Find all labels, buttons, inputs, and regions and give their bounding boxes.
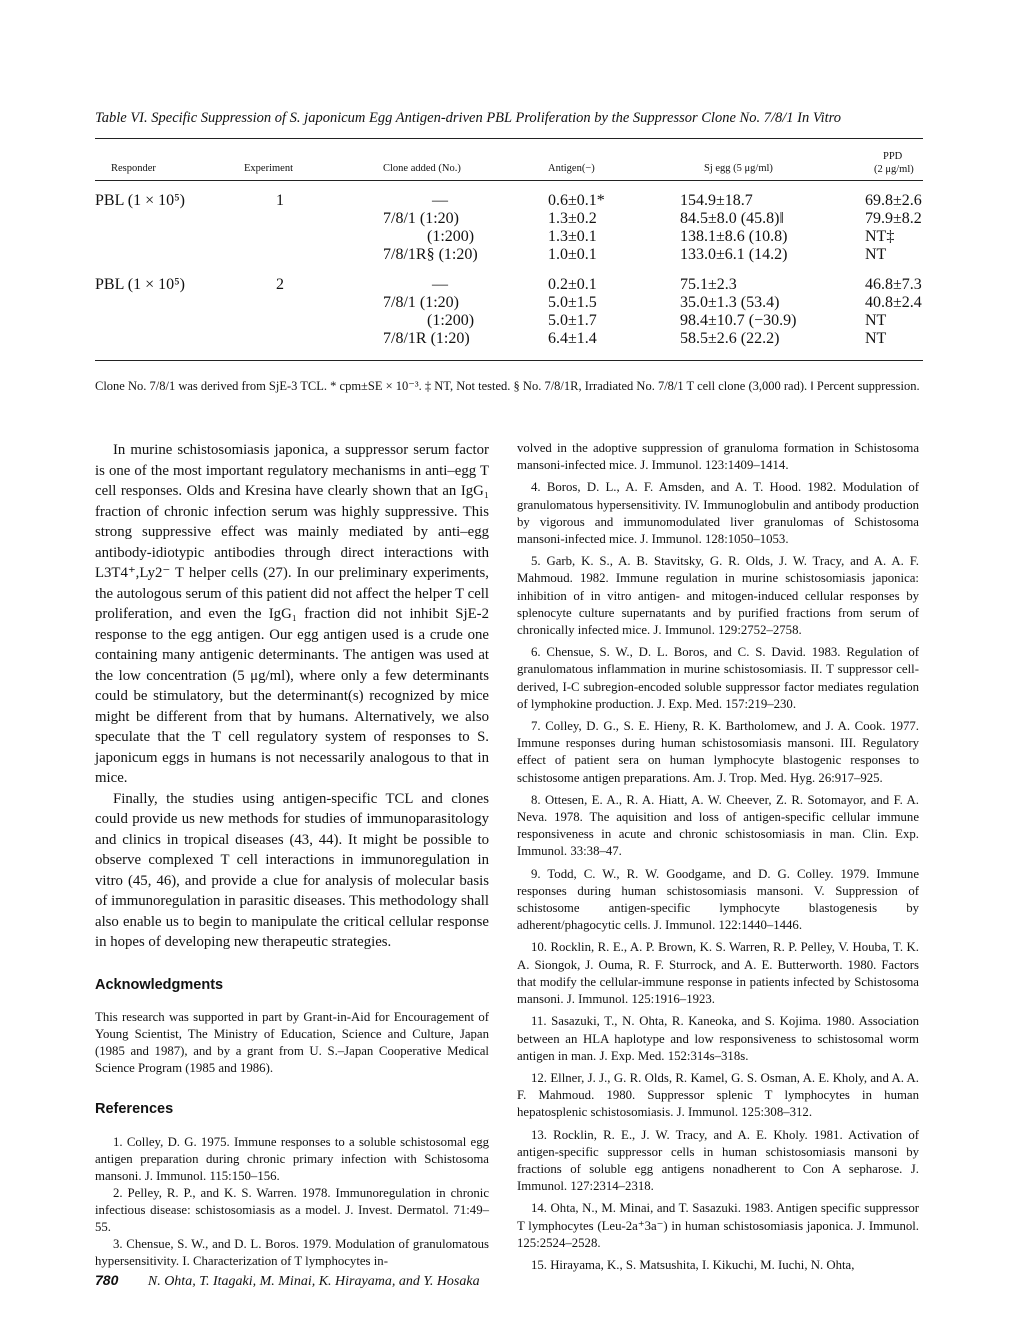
references-heading: References xyxy=(95,1101,174,1117)
reference-item: 7. Colley, D. G., S. E. Hieny, R. K. Bartholomew, and J. A. Cook. 1977. Immune responses during human schistosomiasis mansoni. III. Regulatory effect of patient sera on human lymphocyte blastogenic responses to schistosome antigen preparations. Am. J. Trop. Med. Hyg. 26:917–925. xyxy=(517,719,919,785)
table-cell-clone: 7/8/1R (1:20) xyxy=(383,330,470,347)
table-cell-ppd: NT xyxy=(865,330,887,347)
table-cell-responder: PBL (1 × 10⁵) xyxy=(95,276,186,293)
reference-item: 3. Chensue, S. W., and D. L. Boros. 1979. Modulation of granulomatous hypersensitivity. I. Characterization of T lymphocytes in- xyxy=(95,1236,489,1268)
table-cell-sjegg: 75.1±2.3 xyxy=(680,276,737,293)
header-ppd-unit: (2 μg/ml) xyxy=(874,164,914,175)
table-cell-antigen: 0.2±0.1 xyxy=(548,276,597,293)
reference-item: 5. Garb, K. S., A. B. Stavitsky, G. R. Olds, J. W. Tracy, and A. A. F. Mahmoud. 1982. Immune regulation in murine schistosomiasis japonica: inhibition of in vitro antigen- and mitogen-induced cellular responses by splenocyte culture supernatants and by purified fractions from serum of chronically infected mice. J. Immunol. 129:2752–2758. xyxy=(517,554,919,638)
left-column xyxy=(95,440,489,1270)
reference-item: 14. Ohta, N., M. Minai, and T. Sasazuki. 1983. Antigen specific suppressor T lymphocytes (Leu-2a⁺3a⁻) in human schistosomiasis japonica. J. Immunol. 125:2524–2528. xyxy=(517,1201,919,1250)
reference-item: 12. Ellner, J. J., G. R. Olds, R. Kamel, G. S. Osman, A. E. Kholy, and A. A. F. Mahmoud. 1980. Suppressor splenic T lymphocytes in human hepatosplenic schistosomiasis. J. Immunol. 125:308–312. xyxy=(517,1070,919,1120)
table-cell-clone: (1:200) xyxy=(427,312,475,329)
table-cell-sjegg: 98.4±10.7 (−30.9) xyxy=(680,312,797,329)
body-paragraph: Finally, the studies using antigen-specific TCL and clones could provide us new methods for studies of immunoparasitology and clinics in tropical diseases (43, 44). It might be possible to observe complexed T cell interactions in immunoregulation in vitro (45, 46), and provide a clue for analysis of molecular basis of immunoregulation in parasitic diseases. This methodology shall also enable us to begin to manipulate the critical cellular response in hopes of developing new therapeutic strategies. xyxy=(95,790,489,950)
reference-item: 15. Hirayama, K., S. Matsushita, I. Kikuchi, M. Iuchi, N. Ohta, xyxy=(531,1257,855,1272)
table-cell-ppd: NT‡ xyxy=(865,228,895,245)
table-cell-ppd: NT xyxy=(865,312,887,329)
reference-item: 2. Pelley, R. P., and K. S. Warren. 1978. Immunoregulation in chronic infectious disease: schistosomiasis as a model. J. Invest. Dermatol. 71:49–55. xyxy=(95,1185,489,1234)
reference-item: 4. Boros, D. L., A. F. Amsden, and A. T. Hood. 1982. Modulation of granulomatous hypersensitivity. IV. Immunoglobulin and antibody production by vigorous and immunomodulated liver granulomas of Schistosoma mansoni-infected mice. J. Immunol. 128:1050–1053. xyxy=(517,480,919,547)
page-footer xyxy=(95,1272,480,1290)
table-cell-experiment: 2 xyxy=(276,276,284,293)
table-cell-clone: (1:200) xyxy=(427,228,475,245)
table-cell-ppd: 69.8±2.6 xyxy=(865,192,922,209)
table-caption: Table VI. Specific Suppression of S. japonicum Egg Antigen-driven PBL Proliferation by the Suppressor Clone No. 7/8/1 In Vitro xyxy=(95,110,842,126)
body-paragraph: In murine schistosomiasis japonica, a suppressor serum factor is one of the most important regulatory mechanisms in anti–egg T cell responses. Olds and Kresina have clearly shown that an IgG₁ fraction of chronic infection serum was highly suppressive. This strong suppressive effect was mainly mediated by anti–egg antibody-idiotypic antibodies through direct interactions with L3T4⁺,Ly2⁻ T helper cells (27). In our preliminary experiments, the autologous serum of this patient did not affect the helper T cell proliferation, and even the IgG₁ fraction did not inhibit SjE-2 response to the egg antigen. Our egg antigen used is a crude one containing many antigenic determinants. The antigen was used at the low concentration (5 μg/ml), where only a few determinants could be stimulatory, but the determinant(s) recognized by mice might be different from that by humans. Alternatively, we also speculate that the T cell regulatory system of responses to S. japonicum eggs in humans is not necessarily analogous to that in mice. xyxy=(95,442,489,786)
table-cell-clone: — xyxy=(432,276,448,293)
table-cell-ppd: 46.8±7.3 xyxy=(865,276,922,293)
table-cell-antigen: 5.0±1.5 xyxy=(548,294,597,311)
header-antigen: Antigen(−) xyxy=(548,163,595,174)
table-cell-experiment: 1 xyxy=(276,192,284,209)
header-sjegg: Sj egg (5 μg/ml) xyxy=(704,163,773,174)
table-cell-sjegg: 133.0±6.1 (14.2) xyxy=(680,246,788,263)
table-cell-antigen: 0.6±0.1* xyxy=(548,192,605,209)
page-number: 780 xyxy=(95,1272,119,1288)
right-column xyxy=(517,440,919,1279)
table-cell-antigen: 1.3±0.1 xyxy=(548,228,597,245)
table-cell-sjegg: 154.9±18.7 xyxy=(680,192,753,209)
table-footnote: Clone No. 7/8/1 was derived from SjE-3 TCL. * cpm±SE × 10⁻³. ‡ NT, Not tested. § No. 7/8/1R, Irradiated No. 7/8/1 T cell clone (3,000 rad). ‖ Percent suppression. xyxy=(95,379,920,393)
header-ppd: PPD xyxy=(883,151,903,162)
header-responder: Responder xyxy=(111,163,156,174)
header-clone: Clone added (No.) xyxy=(383,163,461,174)
table-cell-responder: PBL (1 × 10⁵) xyxy=(95,192,186,209)
table-cell-antigen: 5.0±1.7 xyxy=(548,312,597,329)
table-header-rule xyxy=(95,180,923,181)
table-cell-clone: 7/8/1R§ (1:20) xyxy=(383,246,478,263)
table-cell-ppd: 40.8±2.4 xyxy=(865,294,922,311)
reference-item: 13. Rocklin, R. E., J. W. Tracy, and A. E. Kholy. 1981. Activation of antigen-specific suppressor cells in human schistosomiasis mansoni by fractions of soluble egg antigens nonadherent to Con A sepharose. J. Immunol. 127:2314–2318. xyxy=(517,1127,919,1194)
header-experiment: Experiment xyxy=(244,163,293,174)
reference-item: 10. Rocklin, R. E., A. P. Brown, K. S. Warren, R. P. Pelley, V. Houba, T. K. A. Siongok, J. Ouma, R. F. Sturrock, and A. E. Butterworth. 1980. Factors that modify the cellular-immune response in patients infected by Schistosoma mansoni. J. Immunol. 125:1916–1923. xyxy=(517,940,919,1007)
reference-item: 8. Ottesen, E. A., R. A. Hiatt, A. W. Cheever, Z. R. Sotomayor, and F. A. Neva. 1978. The aquisition and loss of antigen-specific cellular immune responsiveness in acute and chronic schistosomiasis in man. Clin. Exp. Immunol. 33:38–47. xyxy=(517,792,919,859)
table-cell-clone: 7/8/1 (1:20) xyxy=(383,210,459,227)
table-cell-ppd: NT xyxy=(865,246,887,263)
table-top-rule xyxy=(95,138,923,139)
acknowledgments-heading: Acknowledgments xyxy=(95,976,224,993)
table-cell-sjegg: 84.5±8.0 (45.8)‖ xyxy=(680,210,784,227)
table-cell-ppd: 79.9±8.2 xyxy=(865,210,922,227)
reference-continuation: volved in the adoptive suppression of granuloma formation in Schistosoma mansoni-infected mice. J. Immunol. 123:1409–1414. xyxy=(517,441,919,473)
table-cell-antigen: 6.4±1.4 xyxy=(548,330,597,347)
table-bottom-rule xyxy=(95,360,923,361)
table-cell-clone: — xyxy=(432,192,448,209)
table-cell-sjegg: 138.1±8.6 (10.8) xyxy=(680,228,788,245)
reference-item: 1. Colley, D. G. 1975. Immune responses to a soluble schistosomal egg antigen preparation during chronic primary infection with Schistosoma mansoni. J. Immunol. 115:150–156. xyxy=(95,1134,489,1183)
acknowledgments-text: This research was supported in part by Grant-in-Aid for Encouragement of Young Scientist, The Ministry of Education, Science and Culture, Japan (1985 and 1987), and by a grant from U. S.–Japan Cooperative Medical Science Program (1985 and 1986). xyxy=(95,1010,489,1075)
reference-item: 11. Sasazuki, T., N. Ohta, R. Kaneoka, and S. Kojima. 1980. Association between an HLA haplotype and low responsiveness to schistosomal worm antigen in man. J. Exp. Med. 152:314s–318s. xyxy=(517,1014,919,1063)
table-cell-sjegg: 58.5±2.6 (22.2) xyxy=(680,330,780,347)
table-cell-antigen: 1.0±0.1 xyxy=(548,246,597,263)
reference-item: 6. Chensue, S. W., D. L. Boros, and C. S. David. 1983. Regulation of granulomatous inflammation in murine schistosomiasis. II. T suppressor cell-derived, I-C subregion-encoded soluble suppressor factor mediates regulation of lymphokine production. J. Exp. Med. 157:219–230. xyxy=(517,645,919,711)
table-cell-sjegg: 35.0±1.3 (53.4) xyxy=(680,294,780,311)
table-cell-clone: 7/8/1 (1:20) xyxy=(383,294,459,311)
table-cell-antigen: 1.3±0.2 xyxy=(548,210,597,227)
running-authors: N. Ohta, T. Itagaki, M. Minai, K. Hirayama, and Y. Hosaka xyxy=(147,1274,480,1289)
reference-item: 9. Todd, C. W., R. W. Goodgame, and D. G. Colley. 1979. Immune responses during human schistosomiasis mansoni. V. Suppression of schistosome antigen-specific lymphocyte blastogenesis by adherent/phagocytic cells. J. Immunol. 122:1440–1446. xyxy=(517,866,919,933)
